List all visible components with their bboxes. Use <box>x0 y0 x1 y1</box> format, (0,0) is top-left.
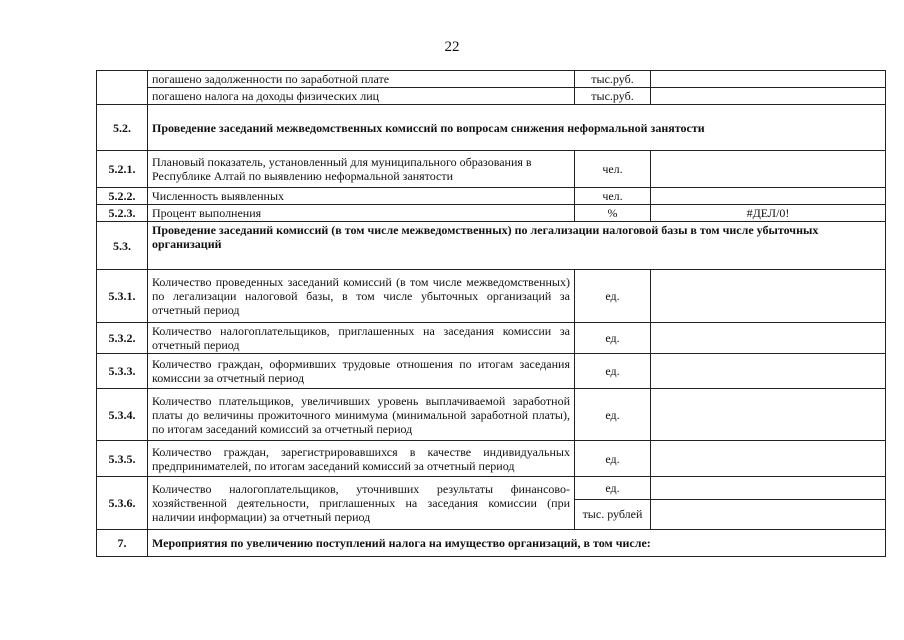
row-number <box>97 71 148 105</box>
row-description: Количество плательщиков, увеличивших уровень выплачиваемой заработной платы до величины прожиточного минимума (минимальной заработной платы), по итогам заседаний комиссий за отчетный период <box>148 389 575 441</box>
row-unit: ед. <box>575 323 651 354</box>
row-number: 5.3.1. <box>97 270 148 323</box>
row-value[interactable] <box>651 151 886 188</box>
row-description: Численность выявленных <box>148 188 575 205</box>
section-row <box>97 530 886 557</box>
row-unit: тыс. рублей <box>575 500 651 530</box>
table-row <box>97 354 886 389</box>
row-unit: ед. <box>575 441 651 477</box>
row-unit: % <box>575 205 651 222</box>
row-description: Количество налогоплательщиков, уточнивших результаты финансово-хозяйственной деятельности, приглашенных на заседания комиссии (при наличии информации) за отчетный период <box>148 477 575 530</box>
row-number: 5.2.3. <box>97 205 148 222</box>
row-number: 5.3.2. <box>97 323 148 354</box>
row-unit: ед. <box>575 270 651 323</box>
row-description: Количество налогоплательщиков, приглашенных на заседания комиссии за отчетный период <box>148 323 575 354</box>
row-value[interactable] <box>651 354 886 389</box>
row-description: Количество граждан, зарегистрировавшихся в качестве индивидуальных предпринимателей, по итогам заседаний комиссий за отчетный период <box>148 441 575 477</box>
row-description: Количество проведенных заседаний комиссий (в том числе межведомственных) по легализации налоговой базы, в том числе убыточных организаций за отчетный период <box>148 270 575 323</box>
report-table <box>96 70 886 557</box>
section-row <box>97 222 886 270</box>
table-row <box>97 323 886 354</box>
row-unit: ед. <box>575 354 651 389</box>
row-number: 5.3.4. <box>97 389 148 441</box>
row-value[interactable] <box>651 389 886 441</box>
table-row <box>97 88 886 105</box>
row-value[interactable]: #ДЕЛ/0! <box>651 205 886 222</box>
row-description: погашено налога на доходы физических лиц <box>148 88 575 105</box>
page-number: 22 <box>444 39 460 55</box>
table-row <box>97 151 886 188</box>
section-title: Мероприятия по увеличению поступлений налога на имущество организаций, в том числе: <box>148 530 886 557</box>
row-value[interactable] <box>651 441 886 477</box>
row-value[interactable] <box>651 88 886 105</box>
row-value[interactable] <box>651 188 886 205</box>
table-row <box>97 205 886 222</box>
table-row <box>97 477 886 500</box>
row-unit: чел. <box>575 188 651 205</box>
row-unit: тыс.руб. <box>575 88 651 105</box>
table-row <box>97 188 886 205</box>
row-description: погашено задолженности по заработной плате <box>148 71 575 88</box>
table-row <box>97 441 886 477</box>
row-number: 5.2. <box>97 105 148 151</box>
table-row <box>97 71 886 88</box>
row-unit: ед. <box>575 389 651 441</box>
section-row <box>97 105 886 151</box>
row-number: 5.3.5. <box>97 441 148 477</box>
row-description: Процент выполнения <box>148 205 575 222</box>
row-description: Плановый показатель, установленный для муниципального образования в Республике Алтай по выявлению неформальной занятости <box>148 151 575 188</box>
row-unit: чел. <box>575 151 651 188</box>
row-number: 5.2.2. <box>97 188 148 205</box>
row-value[interactable] <box>651 270 886 323</box>
row-unit: ед. <box>575 477 651 500</box>
row-number: 5.3.6. <box>97 477 148 530</box>
row-number: 5.3.3. <box>97 354 148 389</box>
table-row <box>97 270 886 323</box>
row-number: 5.2.1. <box>97 151 148 188</box>
table-row <box>97 389 886 441</box>
row-unit: тыс.руб. <box>575 71 651 88</box>
row-description: Количество граждан, оформивших трудовые отношения по итогам заседания комиссии за отчетный период <box>148 354 575 389</box>
row-value[interactable] <box>651 500 886 530</box>
row-number: 5.3. <box>97 222 148 270</box>
row-number: 7. <box>97 530 148 557</box>
row-value[interactable] <box>651 323 886 354</box>
row-value[interactable] <box>651 477 886 500</box>
row-value[interactable] <box>651 71 886 88</box>
section-title: Проведение заседаний комиссий (в том числе межведомственных) по легализации налоговой базы в том числе убыточных организаций <box>148 222 886 270</box>
section-title: Проведение заседаний межведомственных комиссий по вопросам снижения неформальной занятости <box>148 105 886 151</box>
